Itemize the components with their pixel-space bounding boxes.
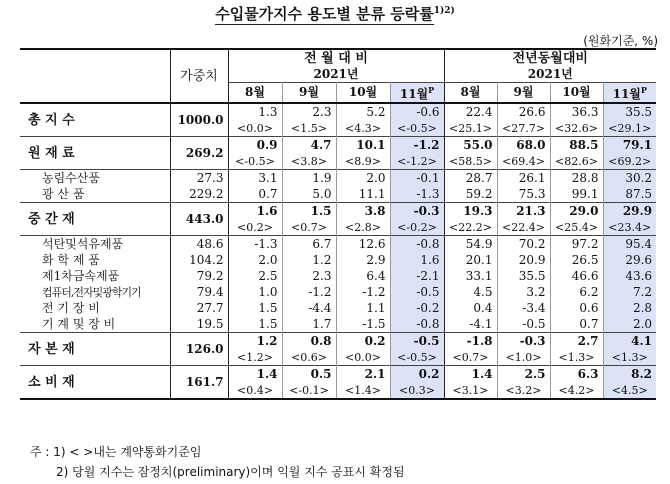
contract-currency-cell: <0.0>: [336, 349, 390, 366]
unit-label: (원화기준, %): [583, 34, 658, 48]
value-cell: -4.4: [282, 300, 336, 316]
value-cell: 4.7: [282, 137, 336, 154]
row-label-chemical: 화 학 제 품: [42, 252, 100, 267]
value-cell: 1.9: [282, 170, 336, 187]
value-cell: 1.5: [228, 300, 282, 316]
value-cell: 26.6: [497, 103, 550, 120]
value-cell: -0.5: [390, 333, 444, 350]
value-cell: 26.1: [497, 170, 550, 187]
header-year-2: 2021년: [444, 66, 656, 83]
value-cell: -0.5: [497, 316, 550, 333]
value-cell: 0.2: [336, 333, 390, 350]
contract-currency-cell: <0.0>: [228, 120, 282, 137]
value-cell: -0.1: [390, 170, 444, 187]
contract-currency-cell: <69.2>: [603, 153, 656, 170]
value-cell: 2.5: [228, 268, 282, 284]
header-month-p: 11월$^P$: [390, 83, 444, 104]
value-cell: 3.8: [336, 203, 390, 220]
header-prev-month: 전 월 대 비: [228, 49, 444, 66]
row-label-total: 총 지 수: [28, 112, 75, 128]
value-cell: 1.1: [336, 300, 390, 316]
contract-currency-cell: <-0.1>: [282, 382, 336, 399]
weight-cell: 48.6: [170, 236, 228, 253]
row-label-raw-materials: 원 재 료: [28, 145, 75, 161]
value-cell: -0.3: [497, 333, 550, 350]
value-cell: 46.6: [550, 268, 603, 284]
value-cell: 11.1: [336, 186, 390, 203]
weight-cell: 269.2: [170, 137, 228, 170]
value-cell: 33.1: [444, 268, 497, 284]
value-cell: 68.0: [497, 137, 550, 154]
contract-currency-cell: <0.3>: [390, 382, 444, 399]
header-month: 8월: [444, 83, 497, 104]
contract-currency-cell: <23.4>: [603, 219, 656, 236]
weight-cell: 79.2: [170, 268, 228, 284]
contract-currency-cell: <29.1>: [603, 120, 656, 137]
header-month-p: 11월$^P$: [603, 83, 656, 104]
value-cell: -0.2: [390, 300, 444, 316]
row-label-metal: 제1차금속제품: [42, 268, 120, 283]
value-cell: 1.4: [444, 366, 497, 383]
contract-currency-cell: <25.1>: [444, 120, 497, 137]
value-cell: 28.8: [550, 170, 603, 187]
weight-cell: 19.5: [170, 316, 228, 333]
value-cell: 1.3: [228, 103, 282, 120]
row-label-machinery: 기 계 및 장 비: [42, 316, 116, 331]
weight-cell: 1000.0: [170, 103, 228, 137]
weight-cell: 161.7: [170, 366, 228, 400]
header-month: 10월: [550, 83, 603, 104]
contract-currency-cell: <0.7>: [282, 219, 336, 236]
value-cell: -1.3: [228, 236, 282, 253]
header-prev-year: 전년동월대비: [444, 49, 656, 66]
contract-currency-cell: <4.2>: [550, 382, 603, 399]
value-cell: 54.9: [444, 236, 497, 253]
row-label-mining: 광 산 품: [42, 186, 85, 201]
value-cell: 87.5: [603, 186, 656, 203]
value-cell: 3.1: [228, 170, 282, 187]
contract-currency-cell: <-0.2>: [390, 219, 444, 236]
value-cell: 70.2: [497, 236, 550, 253]
value-cell: 0.8: [282, 333, 336, 350]
header-month: 8월: [228, 83, 282, 104]
value-cell: 6.7: [282, 236, 336, 253]
contract-currency-cell: <25.4>: [550, 219, 603, 236]
value-cell: 59.2: [444, 186, 497, 203]
value-cell: 19.3: [444, 203, 497, 220]
value-cell: 1.2: [282, 252, 336, 268]
value-cell: -1.2: [390, 137, 444, 154]
value-cell: 2.0: [228, 252, 282, 268]
value-cell: -0.8: [390, 236, 444, 253]
value-cell: -0.3: [390, 203, 444, 220]
weight-cell: 126.0: [170, 333, 228, 366]
value-cell: 79.1: [603, 137, 656, 154]
header-month: 9월: [282, 83, 336, 104]
contract-currency-cell: <27.7>: [497, 120, 550, 137]
contract-currency-cell: <1.3>: [550, 349, 603, 366]
value-cell: 1.5: [282, 203, 336, 220]
contract-currency-cell: <0.2>: [228, 219, 282, 236]
contract-currency-cell: <1.5>: [282, 120, 336, 137]
value-cell: 22.4: [444, 103, 497, 120]
contract-currency-cell: <4.5>: [603, 382, 656, 399]
value-cell: 0.2: [390, 366, 444, 383]
value-cell: 2.0: [336, 170, 390, 187]
value-cell: 8.2: [603, 366, 656, 383]
page-title: [0, 3, 670, 24]
footnote-2: 2) 당월 지수는 잠정치(preliminary)이며 익월 지수 공표시 확정됨: [56, 465, 405, 479]
value-cell: 3.2: [497, 284, 550, 300]
value-cell: 2.3: [282, 103, 336, 120]
value-cell: 7.2: [603, 284, 656, 300]
contract-currency-cell: <-0.5>: [228, 153, 282, 170]
contract-currency-cell: <0.7>: [444, 349, 497, 366]
contract-currency-cell: <4.3>: [336, 120, 390, 137]
contract-currency-cell: <3.8>: [282, 153, 336, 170]
value-cell: -0.6: [390, 103, 444, 120]
value-cell: 30.2: [603, 170, 656, 187]
value-cell: 6.4: [336, 268, 390, 284]
row-label-electrical: 전 기 장 비: [42, 300, 100, 315]
value-cell: 26.5: [550, 252, 603, 268]
value-cell: 6.2: [550, 284, 603, 300]
weight-cell: 104.2: [170, 252, 228, 268]
value-cell: 2.1: [336, 366, 390, 383]
value-cell: 0.7: [550, 316, 603, 333]
value-cell: 97.2: [550, 236, 603, 253]
contract-currency-cell: <-0.5>: [390, 120, 444, 137]
value-cell: 43.6: [603, 268, 656, 284]
value-cell: 29.0: [550, 203, 603, 220]
value-cell: 75.3: [497, 186, 550, 203]
row-label-petroleum: 석탄및석유제품: [42, 236, 124, 251]
contract-currency-cell: <-0.5>: [390, 349, 444, 366]
header-blank: [20, 49, 170, 103]
value-cell: 29.6: [603, 252, 656, 268]
contract-currency-cell: <0.6>: [282, 349, 336, 366]
value-cell: 1.0: [228, 284, 282, 300]
value-cell: 95.4: [603, 236, 656, 253]
contract-currency-cell: <1.0>: [497, 349, 550, 366]
value-cell: -0.5: [390, 284, 444, 300]
contract-currency-cell: <3.2>: [497, 382, 550, 399]
value-cell: -0.8: [390, 316, 444, 333]
weight-cell: 27.7: [170, 300, 228, 316]
title-text: 수입물가지수 용도별 분류 등락률: [215, 5, 434, 23]
header-month: 10월: [336, 83, 390, 104]
value-cell: 99.1: [550, 186, 603, 203]
value-cell: -1.3: [390, 186, 444, 203]
value-cell: 0.7: [228, 186, 282, 203]
row-label-agri: 농림수산품: [42, 170, 100, 185]
contract-currency-cell: <-1.2>: [390, 153, 444, 170]
value-cell: -1.8: [444, 333, 497, 350]
row-label-consumer: 소 비 재: [28, 374, 75, 390]
header-month: 9월: [497, 83, 550, 104]
value-cell: 2.5: [497, 366, 550, 383]
value-cell: 1.6: [228, 203, 282, 220]
value-cell: 1.5: [228, 316, 282, 333]
contract-currency-cell: <1.3>: [603, 349, 656, 366]
weight-cell: 79.4: [170, 284, 228, 300]
weight-cell: 27.3: [170, 170, 228, 187]
value-cell: 0.6: [550, 300, 603, 316]
value-cell: 20.1: [444, 252, 497, 268]
value-cell: 5.0: [282, 186, 336, 203]
value-cell: -1.2: [282, 284, 336, 300]
row-label-intermediate: 중 간 재: [28, 211, 75, 227]
value-cell: 4.1: [603, 333, 656, 350]
value-cell: 12.6: [336, 236, 390, 253]
weight-cell: 443.0: [170, 203, 228, 236]
contract-currency-cell: <22.4>: [497, 219, 550, 236]
value-cell: -2.1: [390, 268, 444, 284]
value-cell: 1.6: [390, 252, 444, 268]
contract-currency-cell: <3.1>: [444, 382, 497, 399]
value-cell: 0.4: [444, 300, 497, 316]
value-cell: -1.2: [336, 284, 390, 300]
import-price-table: [20, 48, 656, 400]
footnote-1: 주 : 1) < >내는 계약통화기준임: [30, 445, 202, 459]
value-cell: 0.9: [228, 137, 282, 154]
contract-currency-cell: <82.6>: [550, 153, 603, 170]
contract-currency-cell: <69.4>: [497, 153, 550, 170]
value-cell: 29.9: [603, 203, 656, 220]
contract-currency-cell: <2.8>: [336, 219, 390, 236]
contract-currency-cell: <0.4>: [228, 382, 282, 399]
value-cell: 36.3: [550, 103, 603, 120]
value-cell: 35.5: [497, 268, 550, 284]
value-cell: 2.0: [603, 316, 656, 333]
contract-currency-cell: <22.2>: [444, 219, 497, 236]
value-cell: 1.2: [228, 333, 282, 350]
value-cell: 5.2: [336, 103, 390, 120]
value-cell: 0.5: [282, 366, 336, 383]
contract-currency-cell: <1.4>: [336, 382, 390, 399]
value-cell: -1.5: [336, 316, 390, 333]
value-cell: 28.7: [444, 170, 497, 187]
contract-currency-cell: <58.5>: [444, 153, 497, 170]
value-cell: 2.8: [603, 300, 656, 316]
value-cell: 10.1: [336, 137, 390, 154]
value-cell: 20.9: [497, 252, 550, 268]
header-weight: 가중치: [170, 49, 228, 103]
value-cell: -3.4: [497, 300, 550, 316]
value-cell: 2.9: [336, 252, 390, 268]
footnotes: [30, 442, 405, 482]
row-label-capital: 자 본 재: [28, 341, 75, 357]
value-cell: 35.5: [603, 103, 656, 120]
value-cell: 1.7: [282, 316, 336, 333]
value-cell: 2.3: [282, 268, 336, 284]
value-cell: -4.1: [444, 316, 497, 333]
title-footnote-mark: 1)2): [433, 6, 455, 16]
value-cell: 21.3: [497, 203, 550, 220]
contract-currency-cell: <1.2>: [228, 349, 282, 366]
value-cell: 88.5: [550, 137, 603, 154]
row-label-computer: 컴퓨터,전자및광학기기: [42, 285, 141, 299]
value-cell: 55.0: [444, 137, 497, 154]
weight-cell: 229.2: [170, 186, 228, 203]
value-cell: 1.4: [228, 366, 282, 383]
contract-currency-cell: <8.9>: [336, 153, 390, 170]
value-cell: 2.7: [550, 333, 603, 350]
contract-currency-cell: <32.6>: [550, 120, 603, 137]
header-year-1: 2021년: [228, 66, 444, 83]
value-cell: 6.3: [550, 366, 603, 383]
value-cell: 4.5: [444, 284, 497, 300]
